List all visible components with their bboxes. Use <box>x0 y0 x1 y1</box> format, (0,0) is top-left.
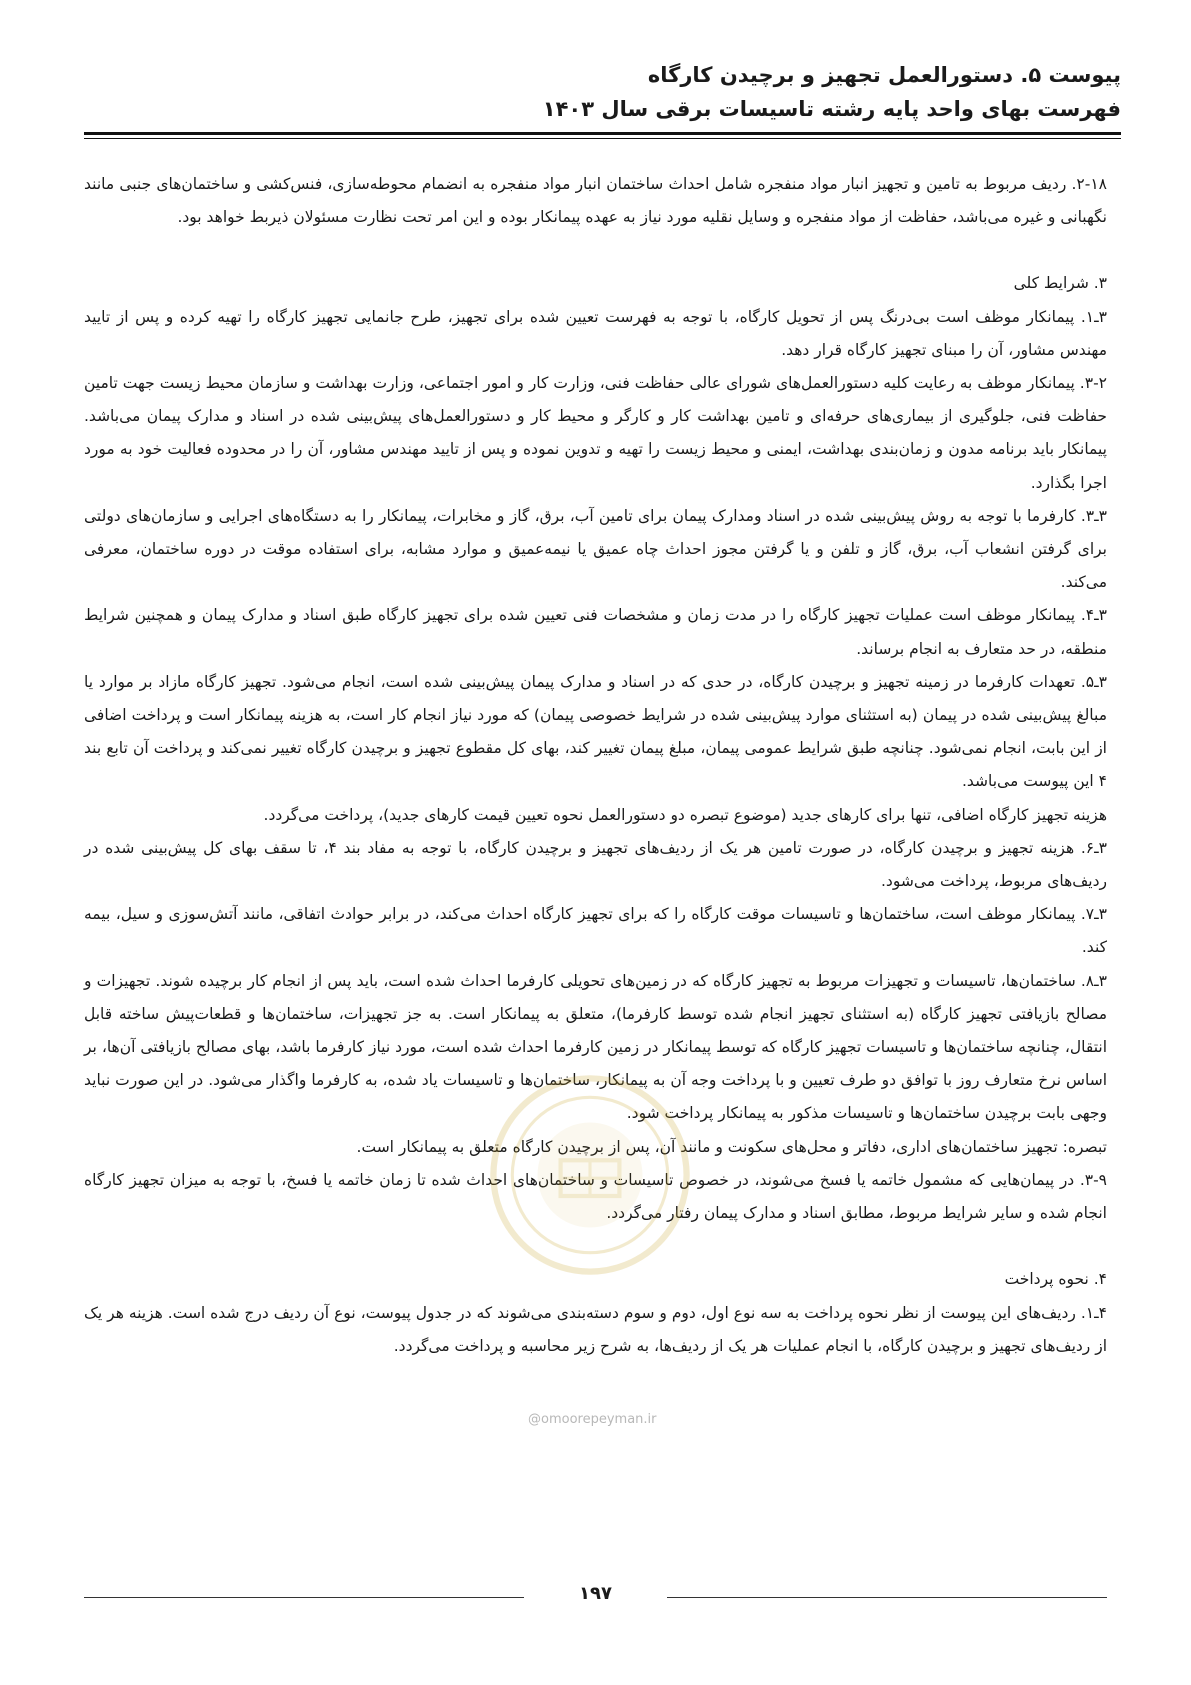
paragraph-3-5: ۳ـ۵. تعهدات کارفرما در زمینه تجهیز و برچیدن کارگاه، در حدی که در اسناد و مدارک پیمان پیش‌بینی شده است، انجام می‌شود. تجهیز کارگاه مازاد بر موارد یا مبالغ پیش‌بینی شده در پیمان (به استثنای موارد پیش‌بینی شده در شرایط خصوصی پیمان) که مورد نیاز انجام کار است، به هزینه پیمانکار است و پرداخت اضافی از این بابت، انجام نمی‌شود. چنانچه طبق شرایط عمومی پیمان، مبلغ پیمان تغییر کند، بهای کل مقطوع تجهیز و برچیدن کارگاه تغییر نمی‌کند و پرداخت آن تابع بند ۴ این پیوست می‌باشد. <box>84 672 1107 791</box>
paragraph-3-1: ۳ـ۱. پیمانکار موظف است بی‌درنگ پس از تحویل کارگاه، با توجه به فهرست تعیین شده برای تجهیز، طرح جانمایی تجهیز کارگاه را تهیه کرده و پس از تایید مهندس مشاور، آن را مبنای تجهیز کارگاه قرار دهد. <box>84 307 1107 359</box>
header-title-price-list: فهرست بهای واحد پایه رشته تاسیسات برقی سال ۱۴۰۳ <box>542 97 1121 121</box>
page-header <box>70 58 1121 126</box>
page-number: ۱۹۷ <box>579 1583 612 1604</box>
paragraph-3-2: ۳-۲. پیمانکار موظف به رعایت کلیه دستورالعمل‌های شورای عالی حفاظت فنی، وزارت کار و امور اجتماعی، وزارت بهداشت و سازمان محیط زیست جهت تامین حفاظت فنی، جلوگیری از بیماری‌های حرفه‌ای و تامین بهداشت کار و کارگر و محیط کار و دستورالعمل‌های پیش‌بینی شده در اسناد و مدارک پیمان می‌باشد. پیمانکار باید برنامه مدون و زمان‌بندی بهداشت، ایمنی و محیط زیست را تهیه و تدوین نموده و پس از تایید مهندس مشاور، آن را در محدوده فعالیت خود به مورد اجرا بگذارد. <box>84 374 1107 492</box>
paragraph-4-1: ۴ـ۱. ردیف‌های این پیوست از نظر نحوه پرداخت به سه نوع اول، دوم و سوم دسته‌بندی می‌شوند که در جدول پیوست، نوع آن ردیف درج شده است. هزینه هر یک از ردیف‌های تجهیز و برچیدن کارگاه، با انجام عملیات هر یک از ردیف‌ها، به شرح زیر محاسبه و پرداخت می‌گردد. <box>84 1303 1107 1355</box>
paragraph-2-18: ۲-۱۸. ردیف مربوط به تامین و تجهیز انبار مواد منفجره شامل احداث ساختمان انبار مواد منفجره به انضمام محوطه‌سازی، فنس‌کشی و ساختمان‌های جنبی مانند نگهبانی و غیره می‌باشد، حفاظت از مواد منفجره و وسایل نقلیه مورد نیاز به عهده پیمانکار بوده و این امر تحت نظارت مسئولان ذیربط خواهد بود. <box>84 175 1107 227</box>
paragraph-3-6: ۳ـ۶. هزینه تجهیز و برچیدن کارگاه، در صورت تامین هر یک از ردیف‌های تجهیز و برچیدن کارگاه، با توجه به مفاد بند ۴، تا سقف بهای کل پیش‌بینی شده در ردیف‌های مربوط، پرداخت می‌شود. <box>84 838 1107 891</box>
section-heading-general-conditions: ۳. شرایط کلی <box>1013 274 1107 293</box>
watermark-url: @omoorepeyman.ir <box>528 1412 657 1427</box>
paragraph-3-9: ۳-۹. در پیمان‌هایی که مشمول خاتمه یا فسخ می‌شوند، در خصوص تاسیسات و ساختمان‌های احداث شده تا زمان خاتمه یا فسخ، با توجه به میزان تجهیز کارگاه انجام شده و سایر شرایط مربوط، مطابق اسناد و مدارک پیمان رفتار می‌گردد. <box>84 1170 1107 1223</box>
paragraph-3-4: ۳ـ۴. پیمانکار موظف است عملیات تجهیز کارگاه را در مدت زمان و مشخصات فنی تعیین شده برای تجهیز کارگاه طبق اسناد و مدارک پیمان و همچنین شرایط منطقه، در حد متعارف به انجام برساند. <box>84 606 1107 658</box>
paragraph-3-5-note: هزینه تجهیز کارگاه اضافی، تنها برای کارهای جدید (موضوع تبصره دو دستورالعمل نحوه تعیین قیمت کارهای جدید)، پرداخت می‌گردد. <box>263 805 1107 824</box>
paragraph-3-7: ۳ـ۷. پیمانکار موظف است، ساختمان‌ها و تاسیسات موقت کارگاه را که برای تجهیز کارگاه احداث می‌کند، در برابر حوادث اتفاقی، مانند آتش‌سوزی و سیل، بیمه کند. <box>84 905 1107 957</box>
paragraph-gap <box>84 234 1107 267</box>
section-heading-payment-method: ۴. نحوه پرداخت <box>1004 1270 1107 1289</box>
paragraph-3-8: ۳ـ۸. ساختمان‌ها، تاسیسات و تجهیزات مربوط به تجهیز کارگاه که در زمین‌های تحویلی کارفرما احداث شده است، باید پس از انجام کار برچیده شوند. تجهیزات و مصالح بازیافتی تجهیز کارگاه (به استثنای تجهیز انجام شده توسط کارفرما)، متعلق به پیمانکار است. به جز تجهیزات، ساختمان‌ها و قطعات‌پیش ساخته قابل انتقال، چنانچه ساختمان‌ها و تاسیسات تجهیز کارگاه که توسط پیمانکار در زمین کارفرما احداث شده است، مورد نیاز کارفرما باشد، بهای مصالح بازیافتی آن‌ها، بر اساس نرخ متعارف روز با توافق دو طرف تعیین و با پرداخت وجه آن به پیمانکار، ساختمان‌ها و تاسیسات یاد شده، به کارفرما واگذار می‌شود. در این صورت نباید وجهی بابت برچیدن ساختمان‌ها و تاسیسات مذکور به پیمانکار پرداخت شود. <box>84 971 1107 1123</box>
paragraph-3-8-note: تبصره: تجهیز ساختمان‌های اداری، دفاتر و محل‌های سکونت و مانند آن، پس از برچیدن کارگاه متعلق به پیمانکار است. <box>356 1137 1107 1156</box>
document-body <box>84 168 1107 1363</box>
paragraph-3-3: ۳ـ۳. کارفرما با توجه به روش پیش‌بینی شده در اسناد ومدارک پیمان برای تامین آب، برق، گاز و مخابرات، پیمانکار را به دستگاه‌های اجرایی و سازمان‌های دولتی برای گرفتن انشعاب آب، برق، گاز و تلفن و یا گرفتن مجوز احداث چاه عمیق یا نیمه‌عمیق و موارد مشابه، برای استفاده موقت در دوره ساختمان، معرفی می‌کند. <box>84 506 1107 592</box>
paragraph-gap <box>84 1230 1107 1263</box>
header-rule-thick <box>84 132 1121 135</box>
header-title-appendix: پیوست ۵. دستورالعمل تجهیز و برچیدن کارگاه <box>647 63 1121 87</box>
header-rule-thin <box>84 138 1121 139</box>
